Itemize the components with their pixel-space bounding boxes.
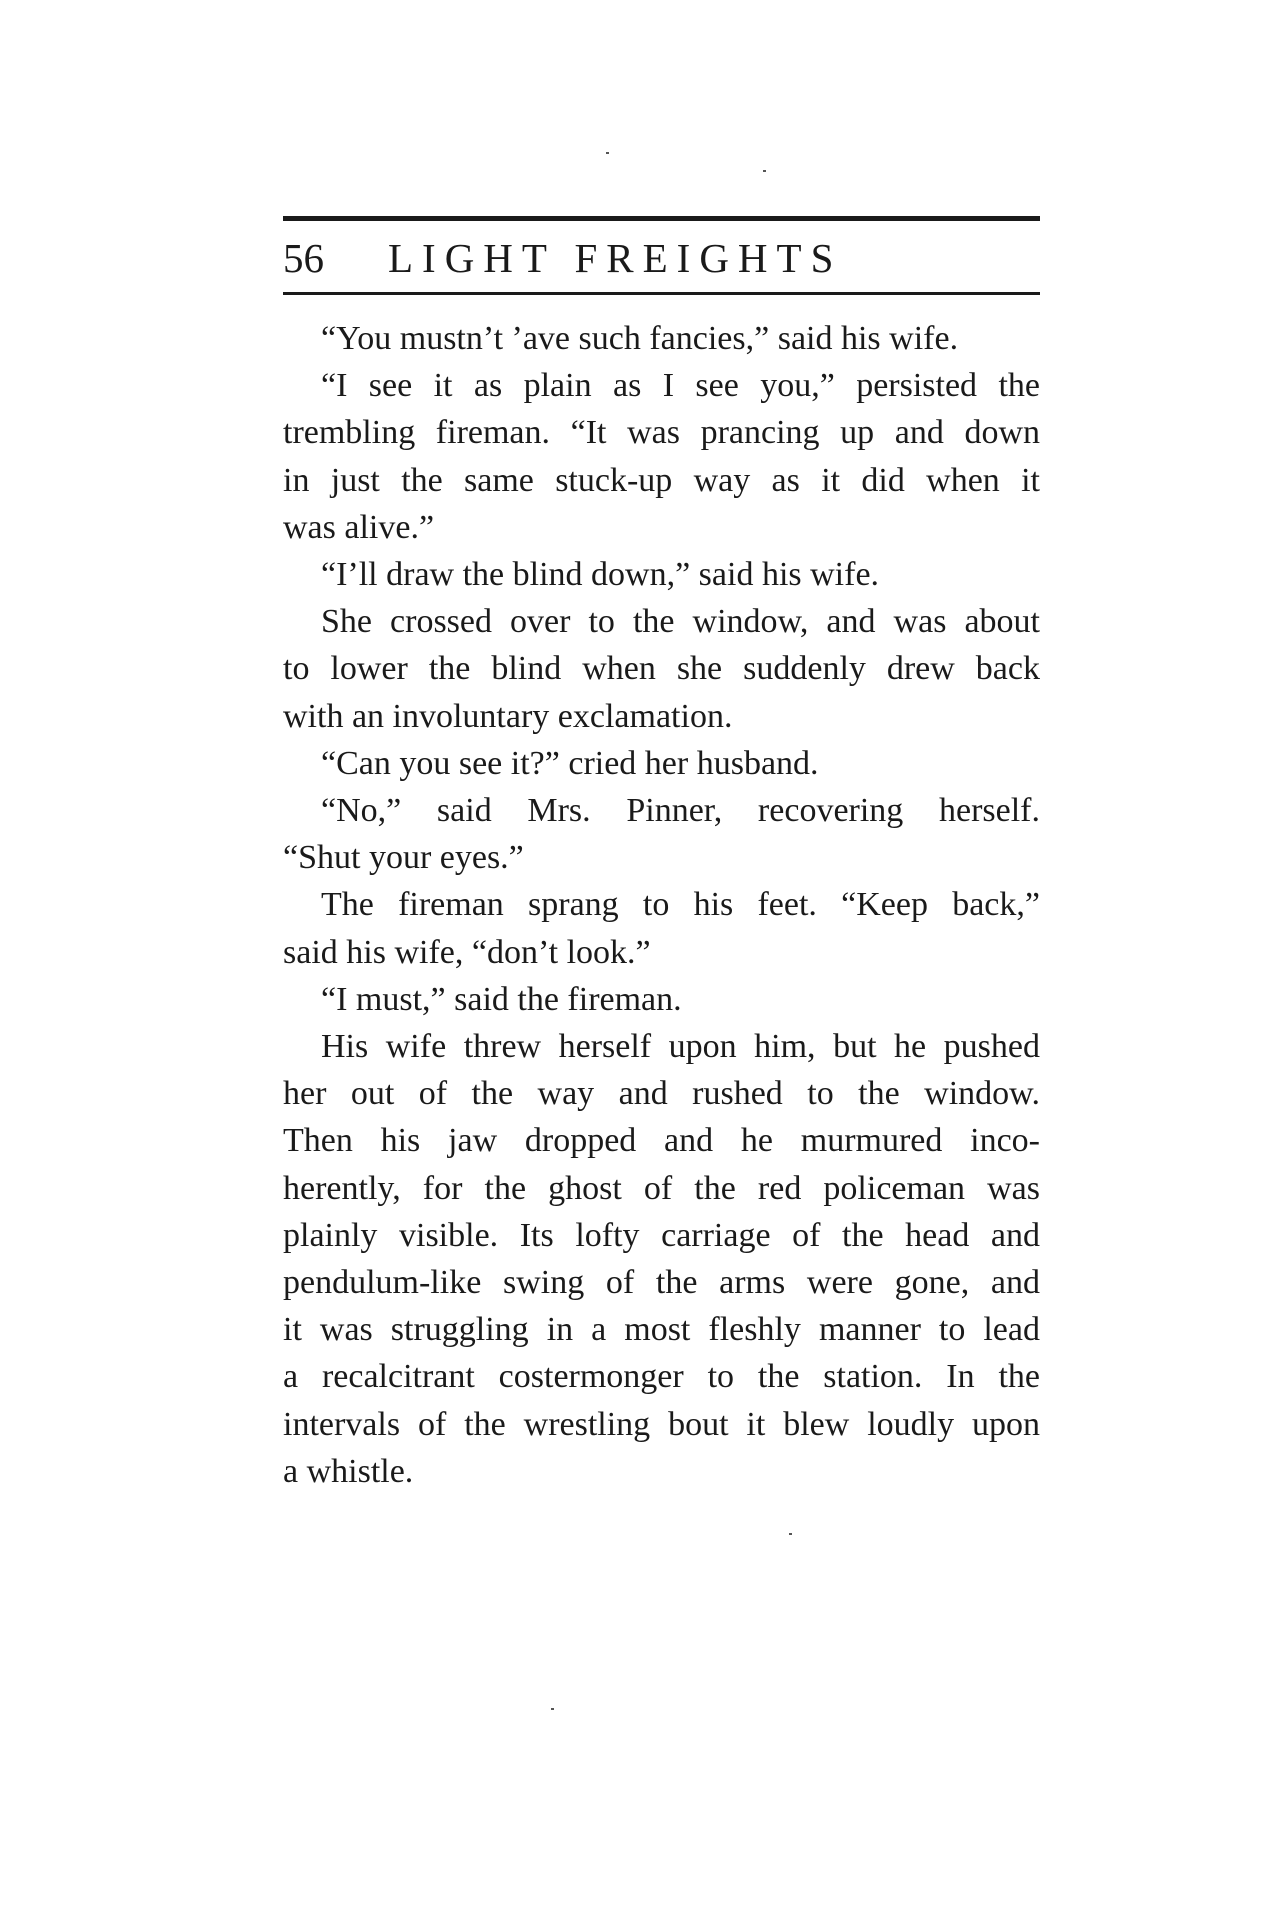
running-head (283, 228, 1040, 288)
paragraph (283, 787, 1040, 881)
scan-speck (551, 1708, 554, 1710)
text-line: plainly visible. Its lofty carriage of the head and (283, 1216, 1040, 1254)
text-line: was alive.” (283, 508, 435, 546)
text-line: intervals of the wrestling bout it blew loudly upon (283, 1405, 1040, 1443)
text-line: His wife threw herself upon him, but he pushed (321, 1028, 1040, 1066)
paragraph (283, 362, 1040, 551)
paragraph (283, 315, 1040, 362)
paragraph (283, 1023, 1040, 1495)
paragraph (283, 881, 1040, 975)
scan-speck (763, 170, 766, 172)
text-line: The fireman sprang to his feet. “Keep back,” (321, 886, 1040, 924)
header-rule-bottom (283, 292, 1040, 295)
page-number: 56 (283, 235, 324, 281)
text-line: herently, for the ghost of the red policeman was (283, 1169, 1040, 1207)
body-text (283, 315, 1040, 1495)
text-line: “You mustn’t ’ave such fancies,” said his wife. (321, 320, 959, 357)
text-line: it was struggling in a most fleshly manner to lead (283, 1311, 1040, 1349)
book-title: LIGHT FREIGHTS (388, 235, 843, 281)
text-line: “No,” said Mrs. Pinner, recovering herself. (321, 792, 1040, 830)
text-line: a recalcitrant costermonger to the station. In the (283, 1358, 1040, 1396)
text-line: Then his jaw dropped and he murmured inco- (283, 1122, 1040, 1160)
text-line: trembling fireman. “It was prancing up and down (283, 414, 1040, 452)
text-line: a whistle. (283, 1452, 414, 1490)
text-line: “I see it as plain as I see you,” persisted the (321, 367, 1040, 405)
text-line: She crossed over to the window, and was about (321, 603, 1040, 641)
text-line: “I must,” said the fireman. (321, 980, 682, 1018)
text-line: her out of the way and rushed to the window. (283, 1075, 1040, 1113)
scan-speck (789, 1533, 792, 1535)
text-line: said his wife, “don’t look.” (283, 933, 651, 971)
text-line: with an involuntary exclamation. (283, 697, 733, 735)
text-line: in just the same stuck-up way as it did when it (283, 461, 1040, 499)
header-rule-top (283, 216, 1040, 221)
scan-speck (606, 152, 609, 154)
text-line: “I’ll draw the blind down,” said his wife. (321, 556, 880, 594)
paragraph (283, 976, 1040, 1023)
paragraph (283, 551, 1040, 598)
paragraph (283, 598, 1040, 740)
text-line: to lower the blind when she suddenly drew back (283, 650, 1040, 688)
text-line: “Shut your eyes.” (283, 839, 524, 877)
text-line: pendulum-like swing of the arms were gone, and (283, 1264, 1040, 1302)
text-line: “Can you see it?” cried her husband. (321, 744, 819, 782)
paragraph (283, 740, 1040, 787)
